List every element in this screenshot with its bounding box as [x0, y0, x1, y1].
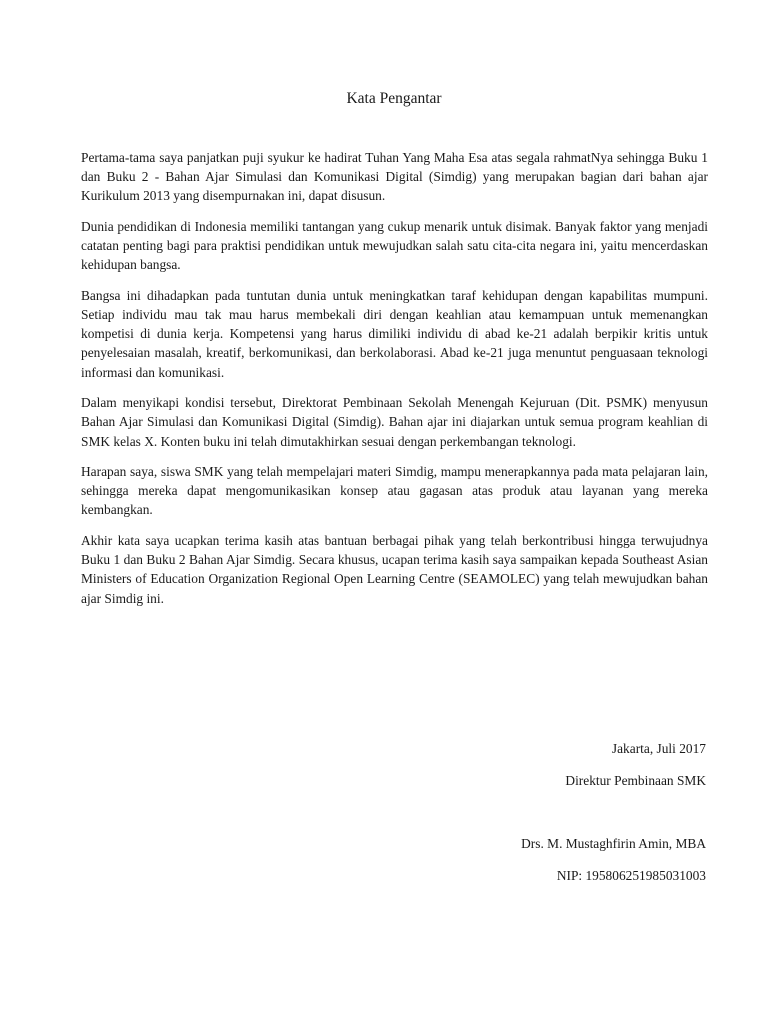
paragraph-6: Akhir kata saya ucapkan terima kasih atas bantuan berbagai pihak yang telah berkontribusi hingga terwujudnya Buku 1 dan Buku 2 Bahan Ajar Simdig. Secara khusus, ucapan terima kasih saya sampaikan kepada Southeast Asian Ministers of Education Organization Regional Open Learning Centre (SEAMOLEC) yang telah mewujudkan bahan ajar Simdig ini.: [81, 532, 708, 606]
paragraph-5: Harapan saya, siswa SMK yang telah mempelajari materi Simdig, mampu menerapkannya pada mata pelajaran lain, sehingga mereka dapat mengomunikasikan konsep atau gagasan atas produk atau layanan yang mereka kembangkan.: [81, 464, 708, 518]
page-title: Kata Pengantar: [346, 90, 442, 107]
signature-place-date: Jakarta, Juli 2017: [611, 741, 706, 756]
paragraph-2: Dunia pendidikan di Indonesia memiliki tantangan yang cukup menarik untuk disimak. Banyak faktor yang menjadi catatan penting bagi para praktisi pendidikan untuk mewujudkan salah satu cita-cita negara ini, yaitu mencerdaskan kehidupan bangsa.: [81, 218, 708, 273]
signature-nip: NIP: 195806251985031003: [556, 868, 706, 883]
signature-name: Drs. M. Mustaghfirin Amin, MBA: [521, 836, 706, 851]
paragraph-3: Bangsa ini dihadapkan pada tuntutan dunia untuk meningkatkan taraf kehidupan dengan kapabilitas mumpuni. Setiap individu mau tak mau harus membekali diri dengan keahlian atau kemampuan untuk memenangkan kompetisi di dunia kerja. Kompetensi yang harus dimiliki individu di abad ke-21 adalah berpikir kritis untuk penyelesaian masalah, kreatif, berkomunikasi, dan berkolaborasi. Abad ke-21 juga menuntut penguasaan teknologi informasi dan komunikasi.: [81, 287, 708, 380]
body-text: [81, 148, 708, 619]
signature-position: Direktur Pembinaan SMK: [565, 773, 706, 788]
paragraph-1: Pertama-tama saya panjatkan puji syukur ke hadirat Tuhan Yang Maha Esa atas segala rahmatNya sehingga Buku 1 dan Buku 2 - Bahan Ajar Simulasi dan Komunikasi Digital (Simdig) yang merupakan bagian dari bahan ajar Kurikulum 2013 yang disempurnakan ini, dapat disusun.: [81, 150, 708, 204]
paragraph-4: Dalam menyikapi kondisi tersebut, Direktorat Pembinaan Sekolah Menengah Kejuruan (Dit. PSMK) menyusun Bahan Ajar Simulasi dan Komunikasi Digital (Simdig). Bahan ajar ini diajarkan untuk semua program keahlian di SMK kelas X. Konten buku ini telah dimutakhirkan sesuai dengan perkembangan teknologi.: [81, 395, 708, 449]
